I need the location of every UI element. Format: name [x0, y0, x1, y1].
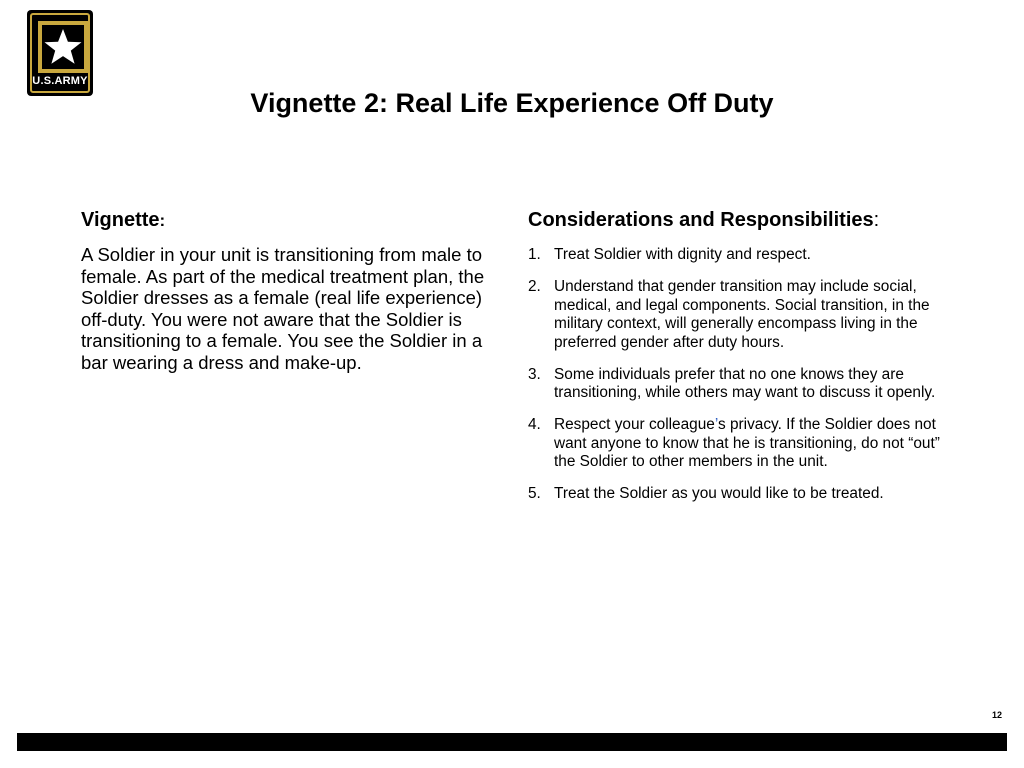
considerations-heading	[528, 206, 958, 234]
list-item-apostrophe: ’	[714, 416, 718, 433]
vignette-section	[81, 206, 501, 373]
list-item-number: 3.	[528, 365, 541, 383]
list-item-text-after: s privacy. If the Soldier does not want anyone to know that he is transitioning, do not “out” the Soldier to other members in the unit.	[554, 416, 940, 470]
considerations-heading-colon: :	[873, 209, 880, 231]
considerations-section	[528, 206, 958, 517]
list-item-text	[554, 416, 940, 470]
vignette-body: A Soldier in your unit is transitioning from male to female. As part of the medical treatment plan, the Soldier dresses as a female (real life experience) off-duty. You were not aware that the Soldier is transitioning to a female. You see the Soldier in a bar wearing a dress and make-up.	[81, 244, 485, 373]
list-item	[528, 416, 958, 472]
considerations-heading-text: Considerations and Responsibilities	[528, 209, 874, 231]
list-item	[528, 485, 958, 504]
footer-bar	[17, 733, 1007, 751]
vignette-heading-colon: :	[159, 211, 166, 230]
list-item-text: Treat Soldier with dignity and respect.	[554, 246, 811, 263]
list-item-text: Some individuals prefer that no one knows they are transitioning, while others may want to discuss it openly.	[554, 365, 936, 401]
list-item-text: Treat the Soldier as you would like to be treated.	[554, 485, 884, 502]
page-number: 12	[991, 710, 1002, 720]
army-star-icon	[38, 21, 88, 73]
logo-text: U.S.ARMY	[32, 75, 88, 87]
logo-border	[30, 13, 90, 93]
list-item-text: Understand that gender transition may include social, medical, and legal components. Social transition, in the military context, will generally encompass living in the preferred gender after duty hours.	[554, 278, 930, 351]
slide-title-text: Vignette 2: Real Life Experience Off Duty	[250, 88, 774, 118]
list-item	[528, 278, 958, 352]
list-item	[528, 246, 958, 265]
list-item-number: 5.	[528, 485, 541, 502]
list-item-number: 1.	[528, 246, 541, 263]
list-item	[528, 366, 958, 403]
slide-title	[0, 85, 1024, 121]
vignette-heading-text: Vignette	[81, 209, 160, 231]
list-item-number: 4.	[528, 416, 541, 433]
list-item-text-before: Respect your colleague	[554, 416, 715, 433]
list-item-number: 2.	[528, 278, 541, 295]
army-logo	[27, 10, 93, 96]
vignette-heading	[81, 206, 501, 235]
logo-star-panel	[38, 21, 88, 73]
considerations-list	[528, 246, 958, 504]
